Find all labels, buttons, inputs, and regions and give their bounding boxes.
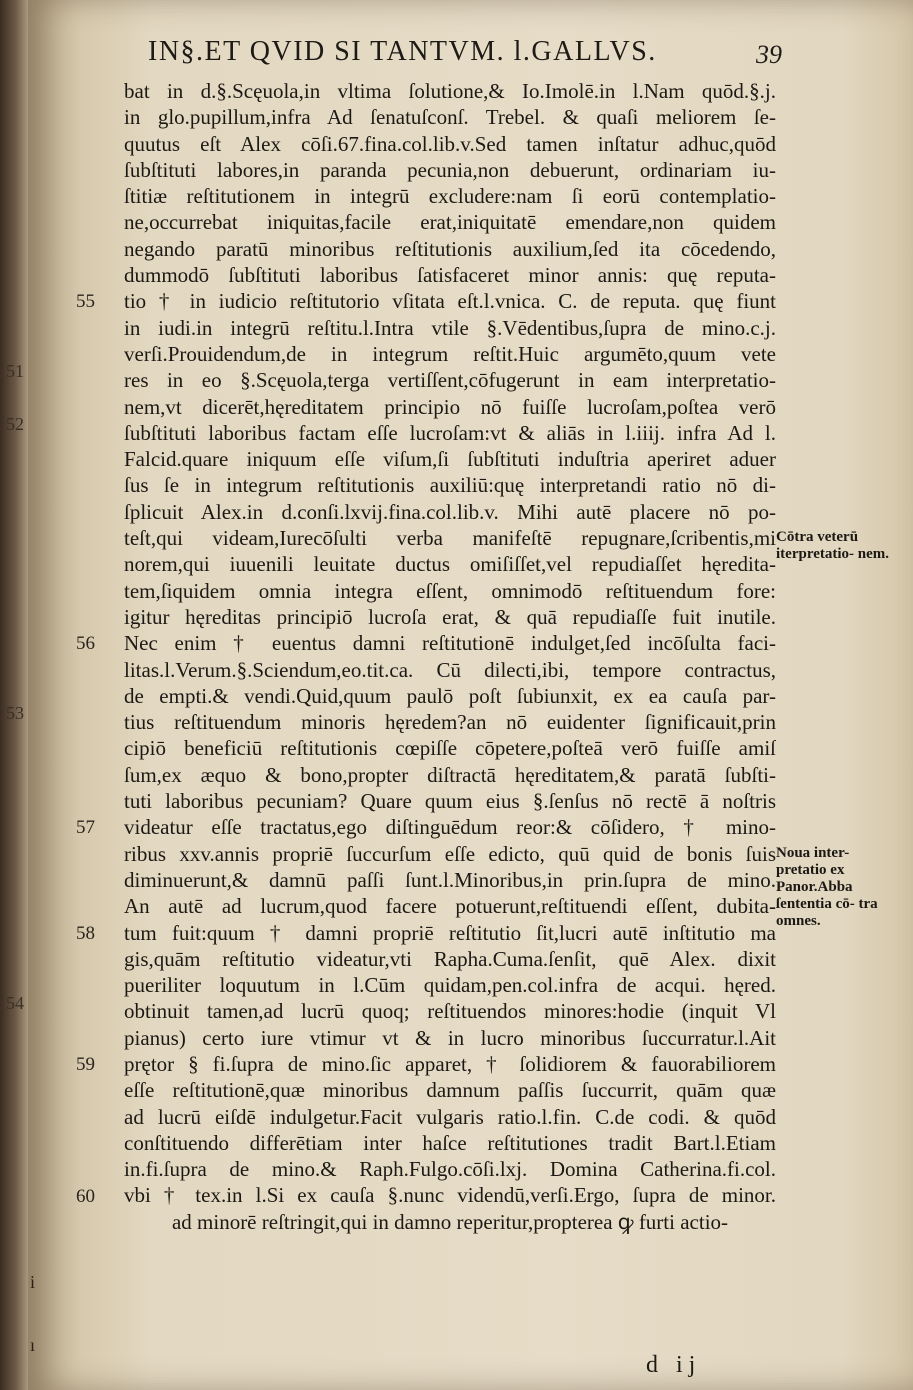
text-line: teſt,qui videam,Iurecōſulti verba manifeſtē repugnare,ſcribentis,mi — [124, 526, 776, 551]
text-line: Nec enim † euentus damni reſtitutionē indulget,ſed incōſulta faci- — [124, 631, 776, 656]
folio-number: 39 — [756, 40, 782, 69]
text-line: obtinuit tamen,ad lucrū quoq; reſtituendos minores:hodie (inquit Vl — [124, 999, 776, 1024]
outer-margin-number: 52 — [6, 413, 24, 434]
text-line: vbi † tex.in l.Si ex cauſa §.nunc videndū,verſi.Ergo, ſupra de minor. — [124, 1183, 776, 1208]
text-line: pueriliter loquutum in l.Cūm quidam,pen.col.infra de acqui. hęred. — [124, 973, 776, 998]
paragraph-number: 58 — [76, 922, 95, 944]
margin-note: Cōtra veterū iterpretatio- nem. — [776, 529, 890, 563]
outer-margin-number: 54 — [6, 992, 24, 1013]
text-line: cipiō beneficiū reſtitutionis cœpiſſe cōpetere,poſteā verō fuiſſe amiſ — [124, 736, 776, 761]
text-line: ſtitiæ reſtitutionem in integrū excludere:nam ſi eorū contemplatio- — [124, 184, 776, 209]
text-line: An autē ad lucrum,quod facere potuerunt,reſtituendi eſſent, dubita- — [124, 894, 776, 919]
text-line: norem,qui iuuenili leuitate ductus omiſiſſet,vel repudiaſſet hęredita- — [124, 552, 776, 577]
signature-mark: d ij — [646, 1352, 702, 1378]
text-line: bat in d.§.Scęuola,in vltima ſolutione,& Io.Imolē.in l.Nam quōd.§.j. — [124, 79, 776, 103]
text-line: quutus eſt Alex cōſi.67.fina.col.lib.v.Sed tamen inſtatur adhuc,quōd — [124, 131, 776, 156]
text-line: tius reſtituendum minoris hęredem?an nō euidenter ſignificauit,prin — [124, 710, 776, 735]
outer-margin-number: 51 — [6, 361, 24, 382]
text-line: ſum,ex æquo & bono,propter diſtractā hęreditatem,& paratā ſubſti- — [124, 762, 776, 787]
paragraph-number: 56 — [76, 633, 95, 655]
text-line: eſſe reſtitutionē,quæ minoribus damnum paſſis ſuccurrit, quām quæ — [124, 1078, 776, 1103]
text-line: in glo.pupillum,infra Ad ſenatuſconſ. Trebel. & quaſi meliorem ſe- — [124, 105, 776, 130]
text-line: in iudi.in integrū reſtitu.l.Intra vtile §.Vēdentibus,ſupra de mino.c.j. — [124, 315, 776, 340]
text-line: conſtituendo differētiam inter haſce reſtitutiones tradit Bart.l.Etiam — [124, 1130, 776, 1155]
text-line: pianus) certo iure vtimur vt & in lucro minoribus ſuccurratur.l.Ait — [124, 1025, 776, 1050]
main-text-block — [124, 78, 776, 1235]
text-line: de empti.& vendi.Quid,quum paulō poſt ſubiunxit, ex ea cauſa par- — [124, 683, 776, 708]
text-line: tem,ſiquidem omnia integra eſſent, omnimodō reſtituendum fore: — [124, 578, 776, 603]
text-line: ſus ſe in integrum reſtitutionis auxiliū:quę interpretandi ratio nō di- — [124, 473, 776, 498]
text-line: litas.l.Verum.§.Sciendum,eo.tit.ca. Cū dilecti,ibi, tempore contractus, — [124, 657, 776, 682]
text-line: ſubſtituti laboribus factam eſſe lucroſam:vt & aliās in l.iiij. infra Ad l. — [124, 420, 776, 445]
paragraph-number: 59 — [76, 1054, 95, 1076]
paragraph-number: 57 — [76, 817, 95, 839]
running-head: IN§.ET QVID SI TANTVM. l.GALLVS. — [148, 36, 657, 67]
text-line: tio † in iudicio reſtitutorio vſitata eſt.l.vnica. C. de reputa. quę fiunt — [124, 289, 776, 314]
text-line: diminuerunt,& damnū paſſi ſunt.l.Minoribus,in prin.ſupra de mino. — [124, 867, 776, 892]
paragraph-number: 60 — [76, 1185, 95, 1207]
text-line: ſubſtituti labores,in paranda pecunia,non debuerunt, ordinariam iu- — [124, 157, 776, 182]
text-line: gis,quām reſtitutio videatur,vti Rapha.Cuma.ſenſit, quē Alex. dixit — [124, 946, 776, 971]
edge-mark: ı — [30, 1335, 36, 1355]
text-line: Falcid.quare iniquum eſſe viſum,ſi ſubſtituti induſtria aperiret aduer — [124, 447, 776, 472]
text-line: ribus xxv.annis propriē ſuccurſum eſſe edicto, quū quid de bonis ſuis — [124, 841, 776, 866]
faint-bleed-through-text — [780, 636, 880, 652]
text-line: igitur hęreditas principiō lucroſa erat, & quā repudiaſſe fuit inutile. — [124, 604, 776, 629]
edge-mark: i — [30, 1272, 36, 1292]
text-line: tum fuit:quum † damni propriē reſtitutio ſit,lucri autē inſtitutio ma — [124, 920, 776, 945]
text-line: nem,vt dicerēt,hęreditatem principio nō fuiſſe lucroſam,poſtea verō — [124, 394, 776, 419]
text-line: ſplicuit Alex.in d.conſi.lxvij.fina.col.lib.v. Mihi autē placere nō po- — [124, 499, 776, 524]
book-page — [6, 0, 913, 1390]
text-line: negando paratū minoribus reſtitutionis auxilium,ſed ita cōcedendo, — [124, 236, 776, 261]
outer-margin-number: 53 — [6, 703, 24, 724]
text-line: videatur eſſe tractatus,ego diſtinguēdum reor:& cōſidero, † mino- — [124, 815, 776, 840]
text-line: res in eo §.Scęuola,terga vertiſſent,cōfugerunt in eam interpretatio- — [124, 368, 776, 393]
text-line: verſi.Prouidendum,de in integrum reſtit.Huic argumēto,quum vete — [124, 341, 776, 366]
text-line: ad lucrū eiſdē indulgetur.Facit vulgaris ratio.l.fin. C.de codi. & quōd — [124, 1104, 776, 1129]
text-line: dummodō ſubſtituti laboribus ſatisfaceret minor annis: quę reputa- — [124, 263, 776, 288]
margin-note: Noua inter- pretatio ex Panor.Abba ſententia cō- tra omnes. — [776, 844, 878, 929]
text-line: tuti laboribus pecuniam? Quare quum eius §.ſenſus nō rectē ā noſtris — [124, 789, 776, 814]
text-line: in.fi.ſupra de mino.& Raph.Fulgo.cōſi.lxj. Domina Catherina.fi.col. — [124, 1157, 776, 1182]
paragraph-number: 55 — [76, 291, 95, 313]
text-line: ne,occurrebat iniquitas,facile erat,iniquitatē emendare,non quidem — [124, 210, 776, 235]
text-line: ad minorē reſtringit,qui in damno reperitur,propterea ꝙ furti actio- — [171, 1209, 729, 1234]
text-line: prętor § fi.ſupra de mino.ſic apparet, † ſolidiorem & fauorabiliorem — [124, 1051, 776, 1076]
